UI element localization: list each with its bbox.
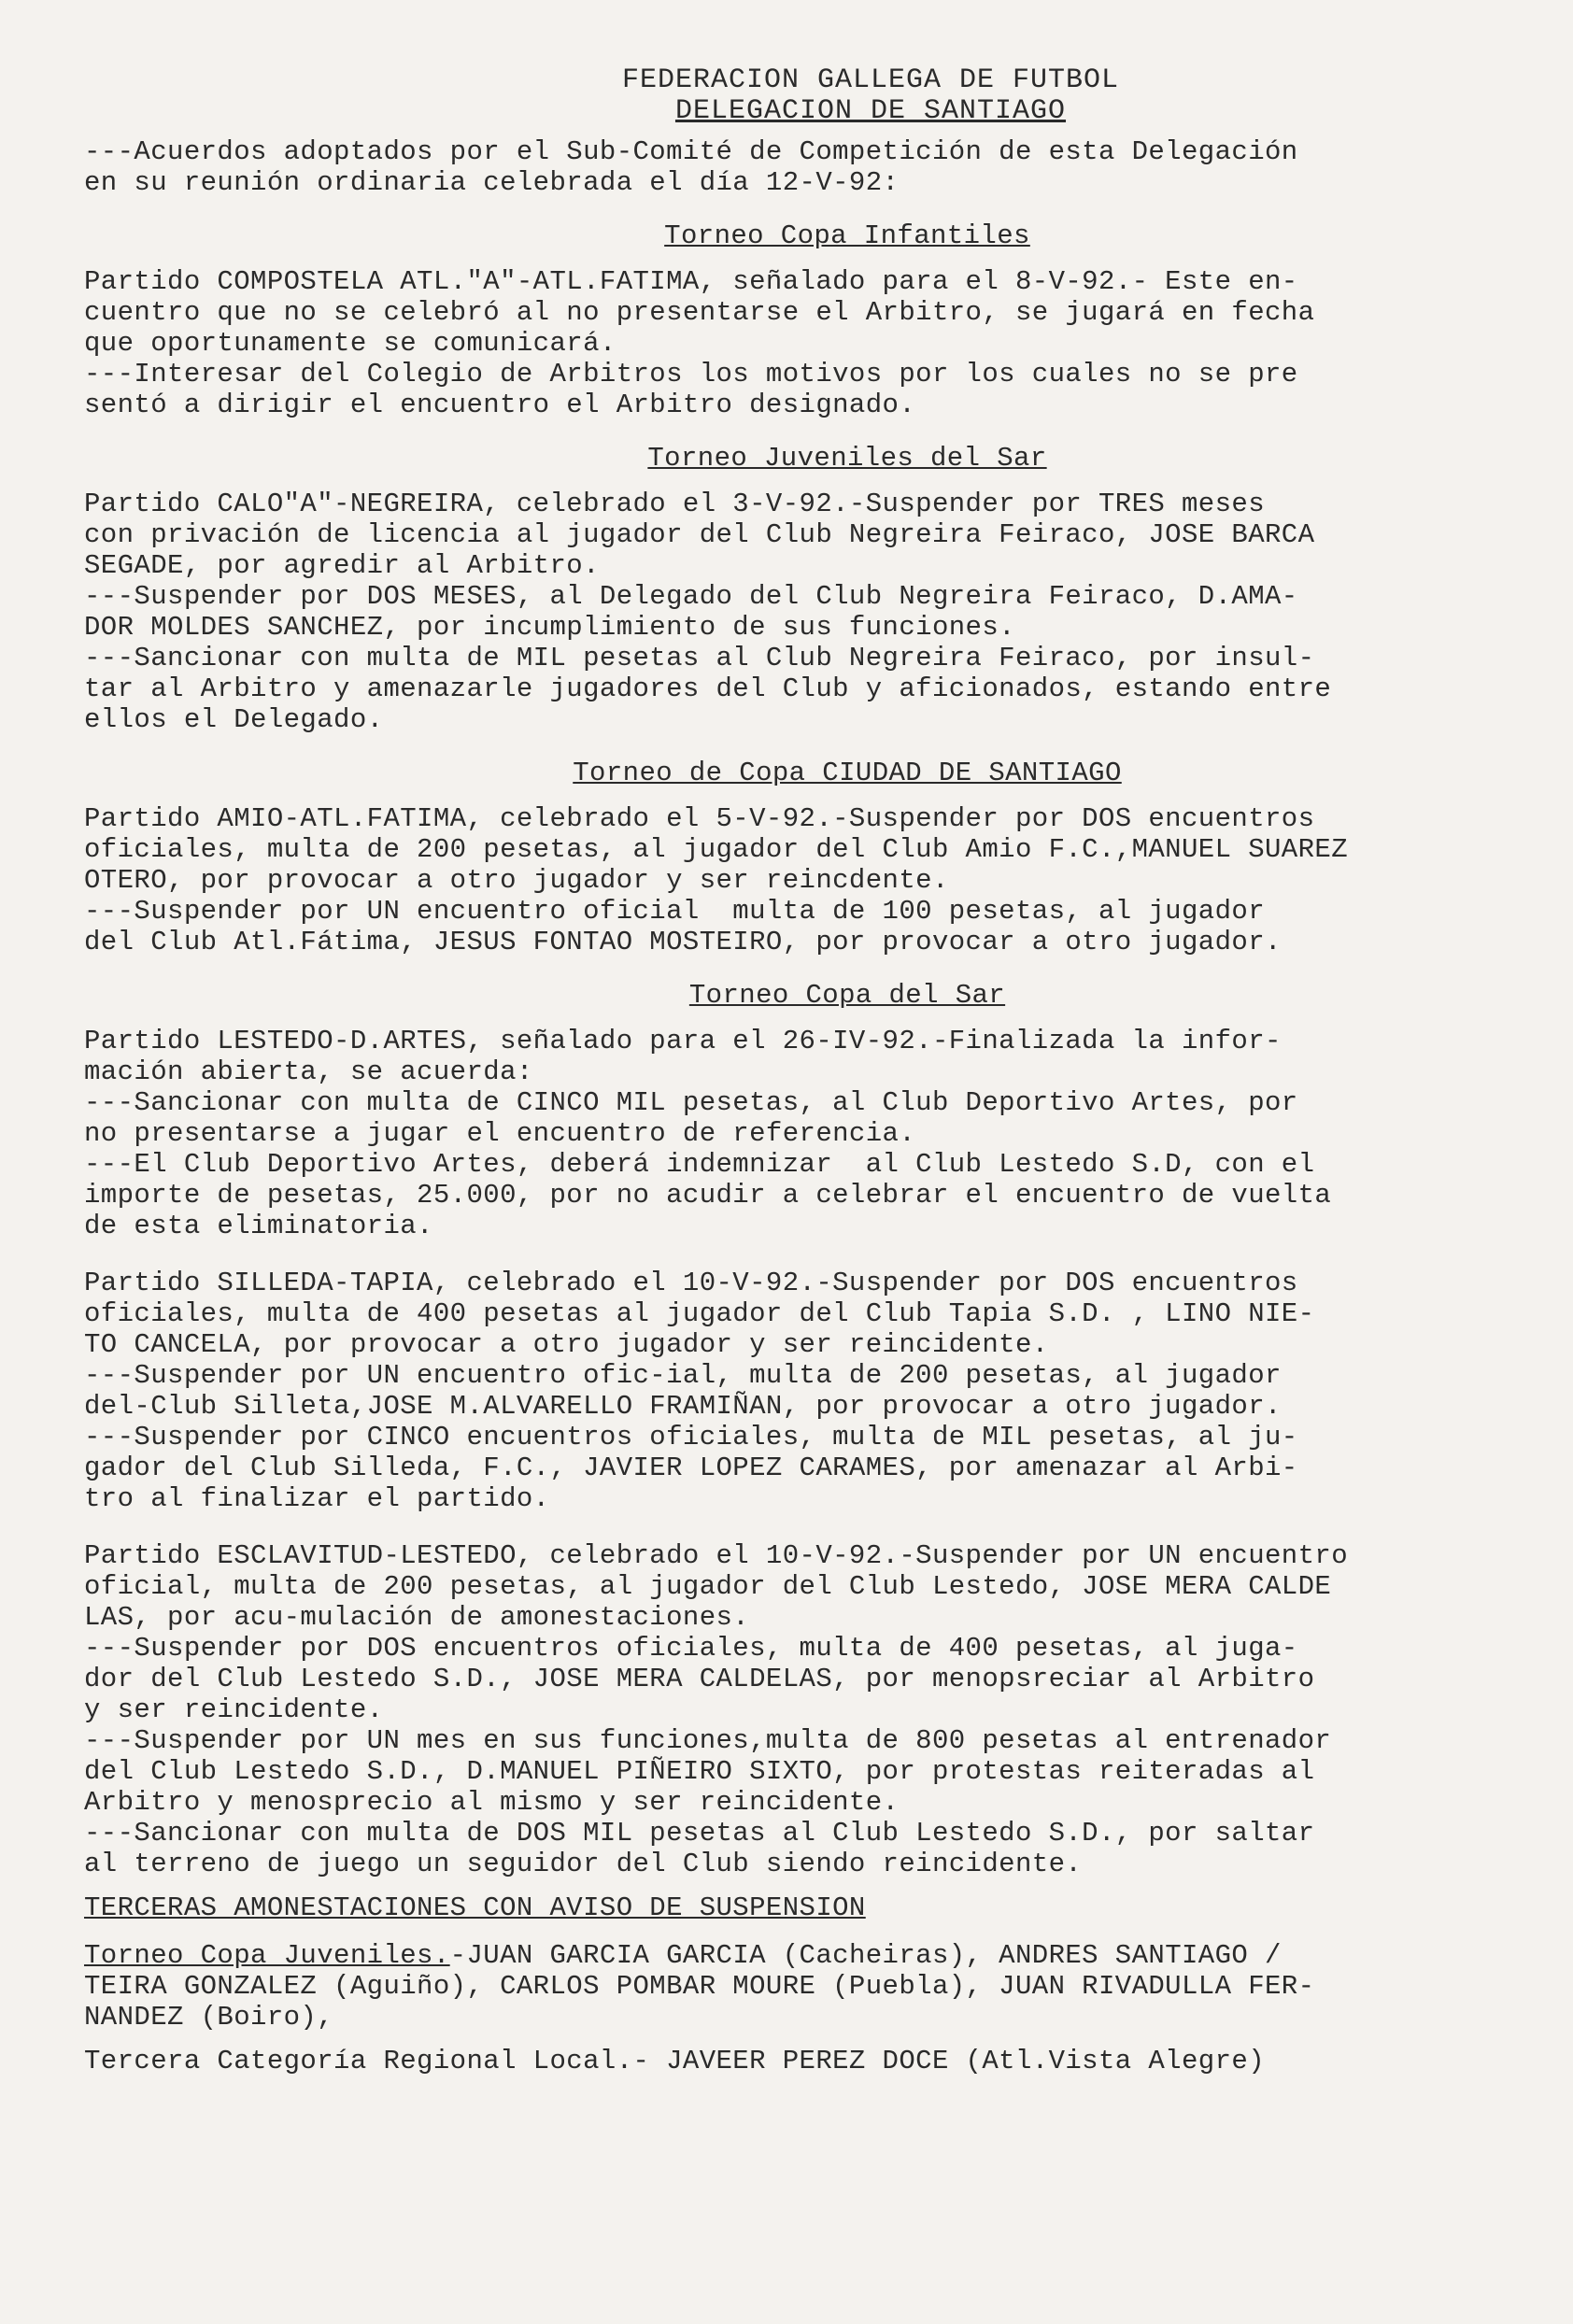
section-title-copa-infantiles: Torneo Copa Infantiles [664, 220, 1030, 251]
section-title-amonestaciones: TERCERAS AMONESTACIONES CON AVISO DE SUSPENSION [84, 1892, 866, 1923]
paragraph-silleda-tapia: Partido SILLEDA-TAPIA, celebrado el 10-V-92.-Suspender por DOS encuentros oficiales, multa de 400 pesetas al jugador del Club Tapia S.D. , LINO NIE- TO CANCELA, por provocar a otro jugador y ser reincidente. ---Suspender por UN encuentro ofic-ial, multa de 200 pesetas, al jugador del-Club Silleta,JOSE M.ALVARELLO FRAMIÑAN, por provocar a otro jugador. ---Suspender por CINCO encuentros oficiales, multa de MIL pesetas, al ju- gador del Club Silleda, F.C., JAVIER LOPEZ CARAMES, por amenazar al Arbi- tro al finalizar el partido. [84, 1268, 1315, 1514]
spacer [84, 1514, 1517, 1540]
section-title-juveniles-sar: Torneo Juveniles del Sar [647, 443, 1047, 474]
paragraph-amio-fatima: Partido AMIO-ATL.FATIMA, celebrado el 5-V-92.-Suspender por DOS encuentros oficiales, multa de 200 pesetas, al jugador del Club Amio F.C.,MANUEL SUAREZ OTERO, por provocar a otro jugador y ser reincdente. ---Suspender por UN encuentro oficial multa de 100 pesetas, al jugador del Club Atl.Fátima, JESUS FONTAO MOSTEIRO, por provocar a otro jugador. [84, 803, 1349, 957]
delegation-name: DELEGACION DE SANTIAGO [674, 95, 1067, 127]
paragraph-tercera-categoria: Tercera Categoría Regional Local.- JAVEER PEREZ DOCE (Atl.Vista Alegre) [84, 2046, 1266, 2076]
document-header [224, 65, 1517, 127]
spacer [84, 1241, 1517, 1268]
section-title-ciudad-santiago: Torneo de Copa CIUDAD DE SANTIAGO [573, 758, 1122, 788]
label-copa-juveniles: Torneo Copa Juveniles. [84, 1940, 450, 1971]
intro-paragraph: ---Acuerdos adoptados por el Sub-Comité de Competición de esta Delegación en su reunión ordinaria celebrada el día 12-V-92: [84, 136, 1298, 198]
paragraph-copa-juveniles [84, 1940, 1517, 2033]
paragraph-compostela-fatima: Partido COMPOSTELA ATL."A"-ATL.FATIMA, señalado para el 8-V-92.- Este en- cuentro que no se celebró al no presentarse el Arbitro, se jugará en fecha que oportunamente se comunicará. ---Interesar del Colegio de Arbitros los motivos por los cuales no se pre sentó a dirigir el encuentro el Arbitro designado. [84, 266, 1315, 420]
paragraph-calo-negreira: Partido CALO"A"-NEGREIRA, celebrado el 3-V-92.-Suspender por TRES meses con privación de licencia al jugador del Club Negreira Feiraco, JOSE BARCA SEGADE, por agredir al Arbitro. ---Suspender por DOS MESES, al Delegado del Club Negreira Feiraco, D.AMA- DOR MOLDES SANCHEZ, por incumplimiento de sus funciones. ---Sancionar con multa de MIL pesetas al Club Negreira Feiraco, por insul- tar al Arbitro y amenazarle jugadores del Club y aficionados, estando entre ellos el Delegado. [84, 489, 1332, 735]
copa-juveniles-players: -JUAN GARCIA GARCIA (Cacheiras), ANDRES SANTIAGO / TEIRA GONZALEZ (Aguiño), CARLOS POMBAR MOURE (Puebla), JUAN RIVADULLA FER- NANDEZ (Boiro), [84, 1940, 1315, 2033]
section-title-copa-sar: Torneo Copa del Sar [688, 980, 1006, 1011]
paragraph-lestedo-artes: Partido LESTEDO-D.ARTES, señalado para el 26-IV-92.-Finalizada la infor- mación abierta, se acuerda: ---Sancionar con multa de CINCO MIL pesetas, al Club Deportivo Artes, por no presentarse a jugar el encuentro de referencia. ---El Club Deportivo Artes, deberá indemnizar al Club Lestedo S.D, con el importe de pesetas, 25.000, por no acudir a celebrar el encuentro de vuelta de esta eliminatoria. [84, 1026, 1332, 1241]
paragraph-esclavitud-lestedo: Partido ESCLAVITUD-LESTEDO, celebrado el 10-V-92.-Suspender por UN encuentro oficial, multa de 200 pesetas, al jugador del Club Lestedo, JOSE MERA CALDE LAS, por acu-mulación de amonestaciones. ---Suspender por DOS encuentros oficiales, multa de 400 pesetas, al juga- dor del Club Lestedo S.D., JOSE MERA CALDELAS, por menopsreciar al Arbitro y ser reincidente. ---Suspender por UN mes en sus funciones,multa de 800 pesetas al entrenador del Club Lestedo S.D., D.MANUEL PIÑEIRO SIXTO, por protestas reiteradas al Arbitro y menosprecio al mismo y ser reincidente. ---Sancionar con multa de DOS MIL pesetas al Club Lestedo S.D., por saltar al terreno de juego un seguidor del Club siendo reincidente. [84, 1540, 1349, 1879]
federation-name: FEDERACION GALLEGA DE FUTBOL [621, 64, 1120, 96]
